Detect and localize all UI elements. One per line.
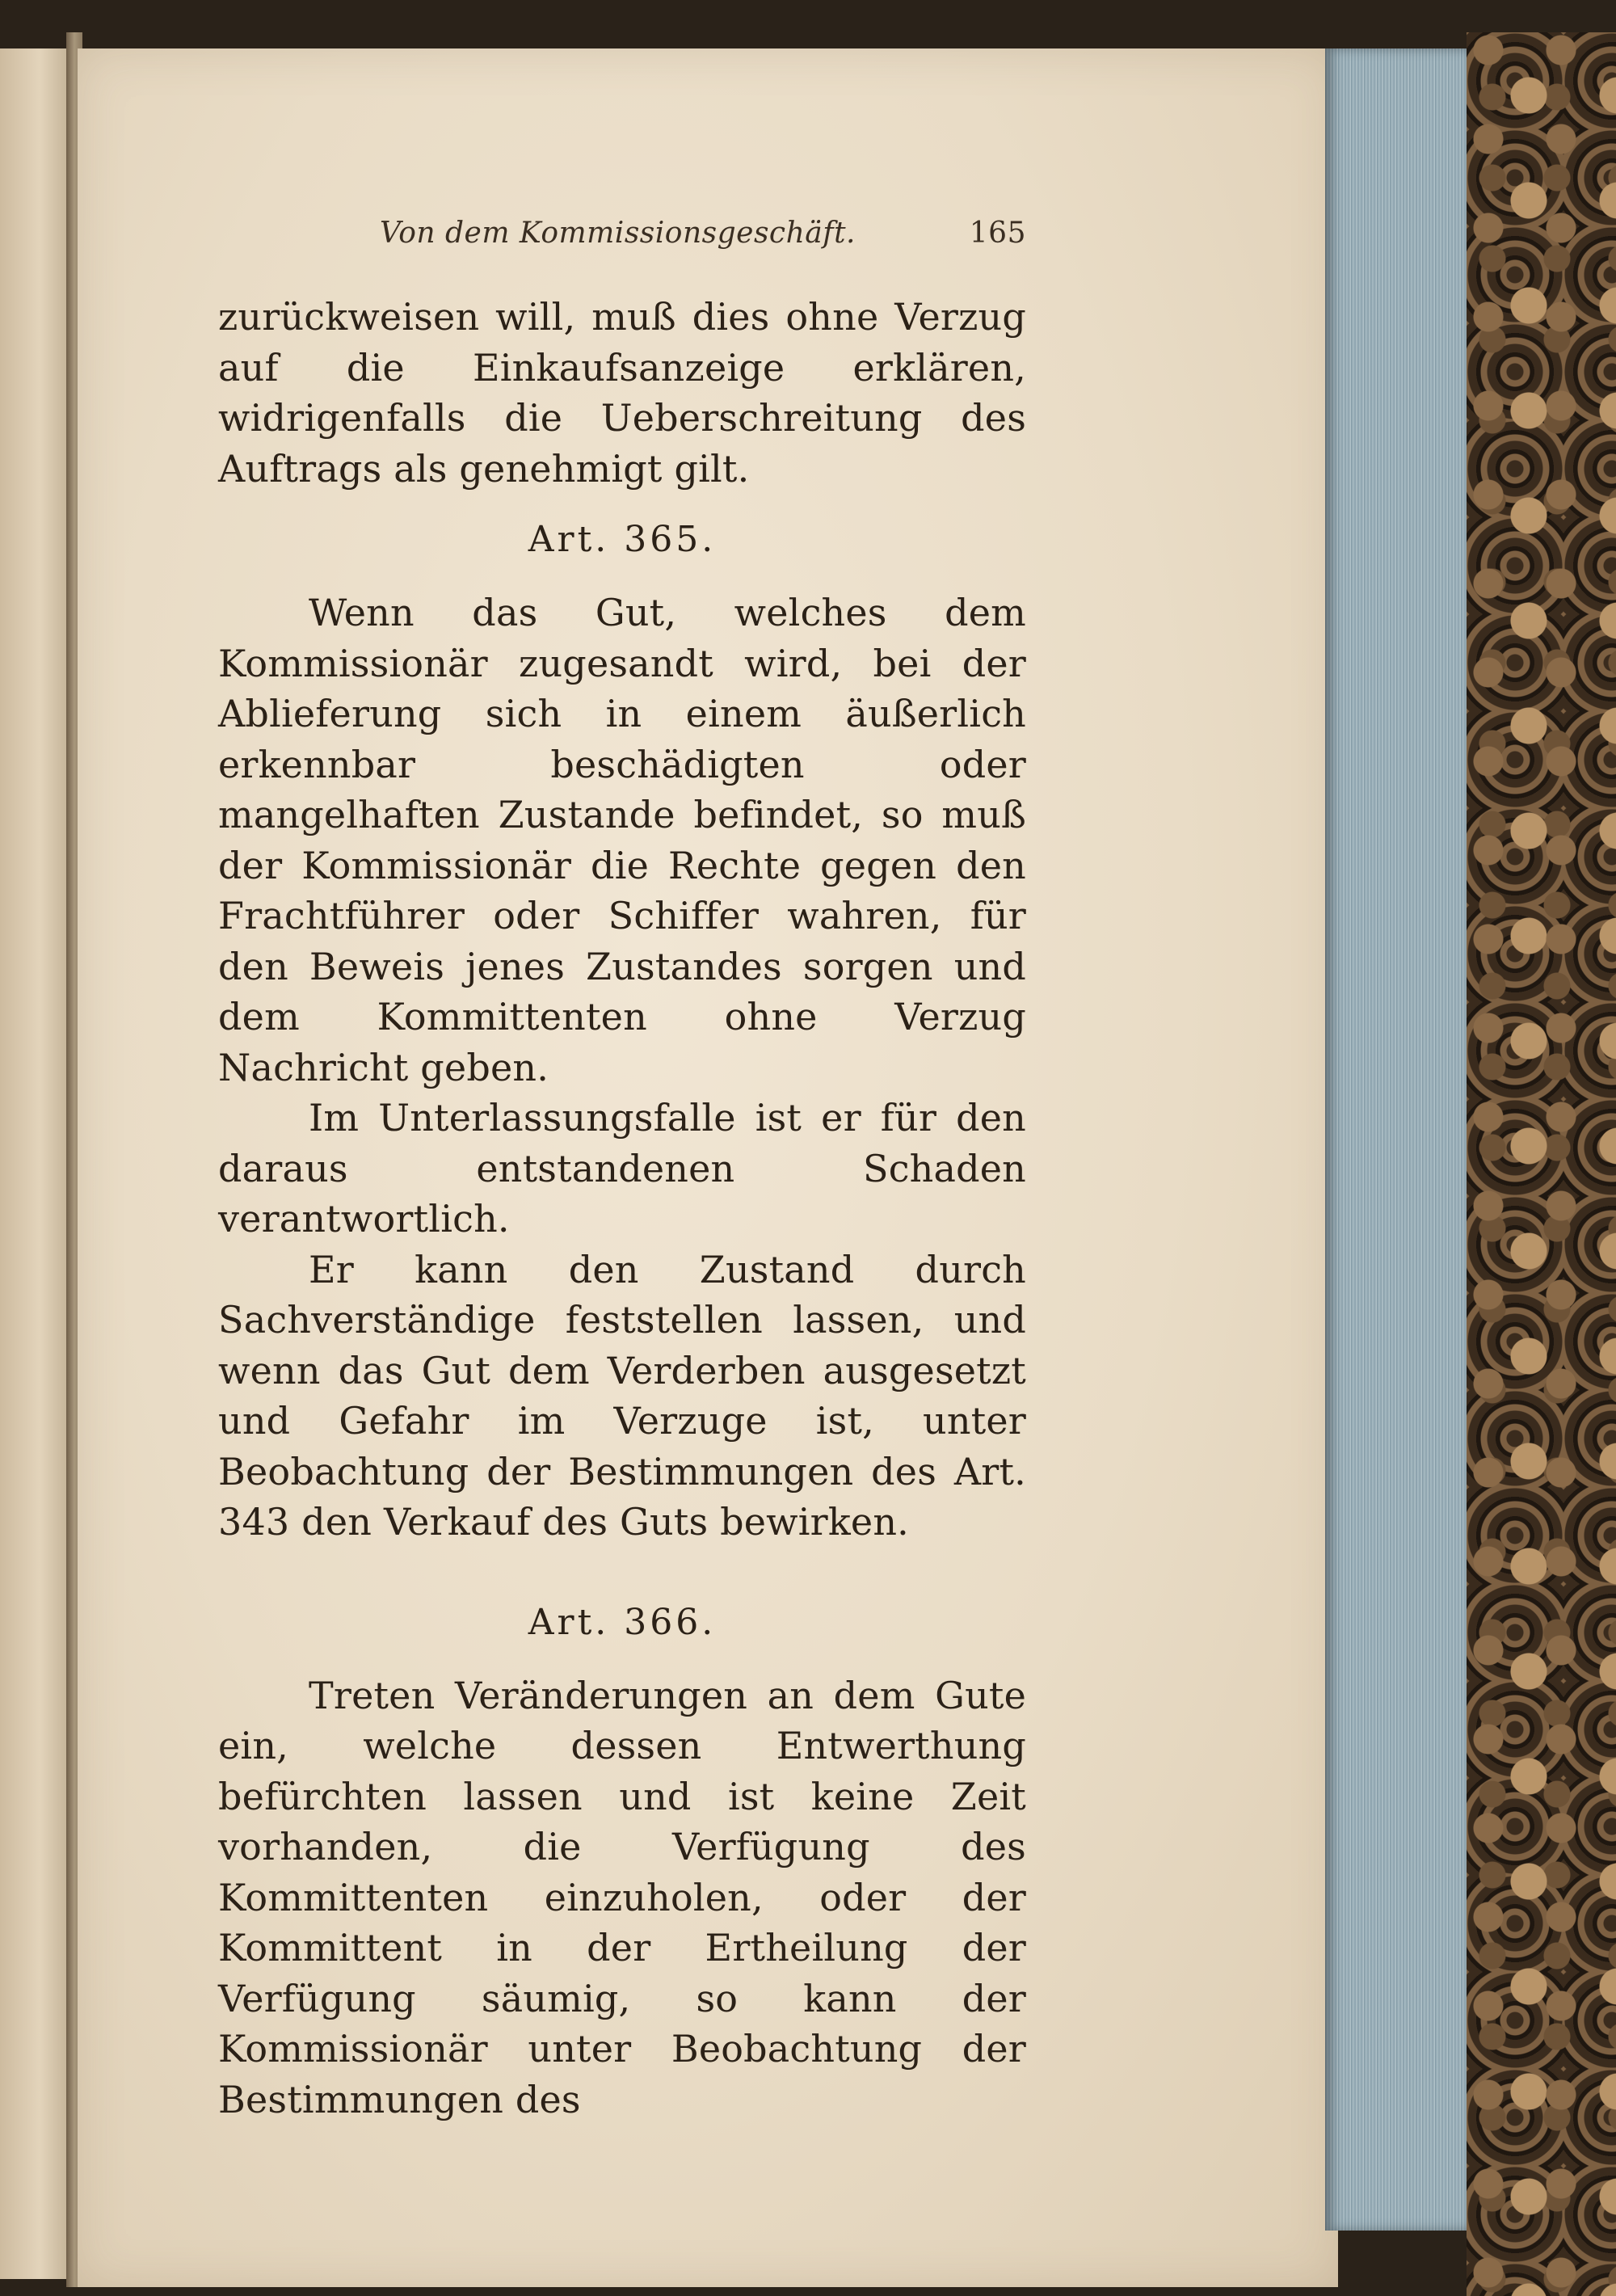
left-facing-page <box>0 48 73 2279</box>
paragraph-art365-2: Im Unterlassungsfalle ist er für den daraus entstandenen Schaden verantwortlich. <box>218 1096 1026 1241</box>
paragraph-art366-1: Treten Veränderungen an dem Gute ein, welche dessen Entwerthung befürchten lassen und ist keine Zeit vorhanden, die Verfügung des Kommittenten einzuholen, oder der Kommittent in der Ertheilung der Verfügung säumig, so kann der Kommissionär unter Beobachtung der Bestimmungen des <box>218 1673 1026 2121</box>
article-heading-366: Art. 366. <box>528 1601 717 1643</box>
running-title: Von dem Kommissionsgeschäft. <box>380 217 856 250</box>
page-edges <box>1325 48 1467 2231</box>
article-heading-365: Art. 365. <box>528 519 717 560</box>
running-header <box>218 217 1026 250</box>
page-number: 165 <box>969 217 1026 250</box>
paragraph-continuation: zurückweisen will, muß dies ohne Verzug auf die Einkaufsanzeige erklären, widrigenfalls die Ueberschreitung des Auftrags als genehmigt gilt. <box>218 295 1026 491</box>
paragraph-art365-3: Er kann den Zustand durch Sachverständige feststellen lassen, und wenn das Gut dem Verderben ausgesetzt und Gefahr im Verzuge ist, unter Beobachtung der Bestimmungen des Art. 343 den Verkauf des Guts bewirken. <box>218 1247 1026 1544</box>
paragraph-art365-1: Wenn das Gut, welches dem Kommissionär zugesandt wird, bei der Ablieferung sich in einem äußerlich erkennbar beschädigten oder mangelhaften Zustande befindet, so muß der Kommissionär die Rechte gegen den Frachtführer oder Schiffer wahren, für den Beweis jenes Zustandes sorgen und dem Kommittenten ohne Verzug Nachricht geben. <box>218 591 1026 1089</box>
marbled-cover <box>1467 32 1616 2296</box>
text-block <box>218 217 1026 2125</box>
